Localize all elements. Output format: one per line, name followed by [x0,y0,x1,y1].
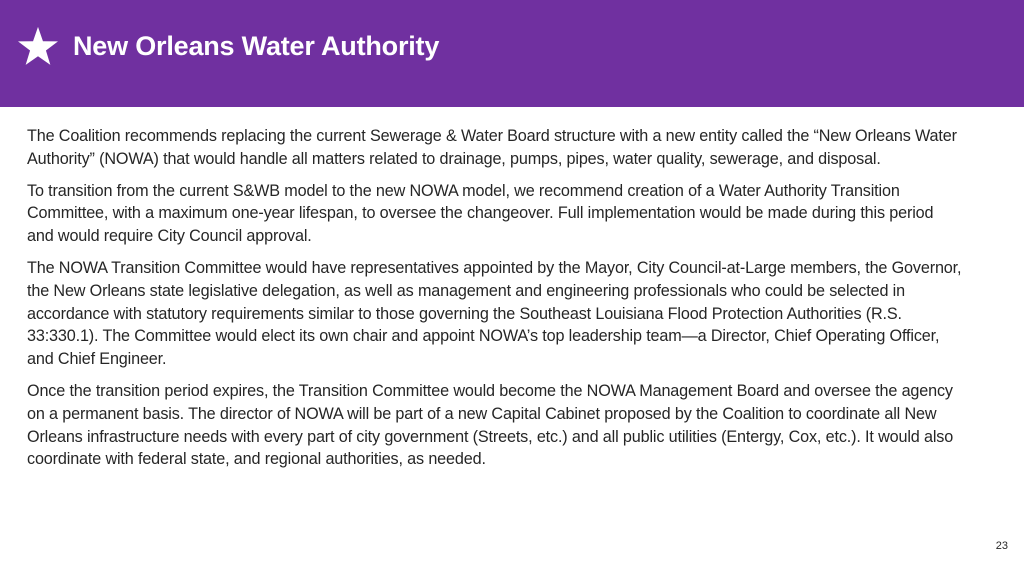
title-banner [0,0,1024,107]
star-icon [17,26,59,66]
paragraph-1: The Coalition recommends replacing the current Sewerage & Water Board structure with a new entity called the “New Orleans Water Authority” (NOWA) that would handle all matters related to drainage, pumps, pipes, water quality, sewerage, and disposal. [27,127,957,168]
paragraph-4: Once the transition period expires, the Transition Committee would become the NOWA Management Board and oversee the agency on a permanent basis. The director of NOWA will be part of a new Capital Cabinet proposed by the Coalition to coordinate all New Orleans infrastructure needs with every part of city government (Streets, etc.) and all public utilities (Entergy, Cox, etc.). It would also coordinate with federal state, and regional authorities, as needed. [27,381,954,469]
paragraph-3: The NOWA Transition Committee would have representatives appointed by the Mayor, City Council-at-Large members, the Governor, the New Orleans state legislative delegation, as well as management and engineering professionals who could be selected in accordance with statutory requirements similar to those governing the Southeast Louisiana Flood Protection Authorities (R.S. 33:330.1). The Committee would elect its own chair and appoint NOWA’s top leadership team—a Director, Chief Operating Officer, and Chief Engineer. [27,258,962,369]
body-text [27,125,962,480]
page-title: New Orleans Water Authority [73,31,440,61]
page-number: 23 [995,540,1008,552]
paragraph-2: To transition from the current S&WB model to the new NOWA model, we recommend creation of a Water Authority Transition Committee, with a maximum one-year lifespan, to oversee the changeover. Full implementation would be made during this period and would require City Council approval. [27,181,934,246]
